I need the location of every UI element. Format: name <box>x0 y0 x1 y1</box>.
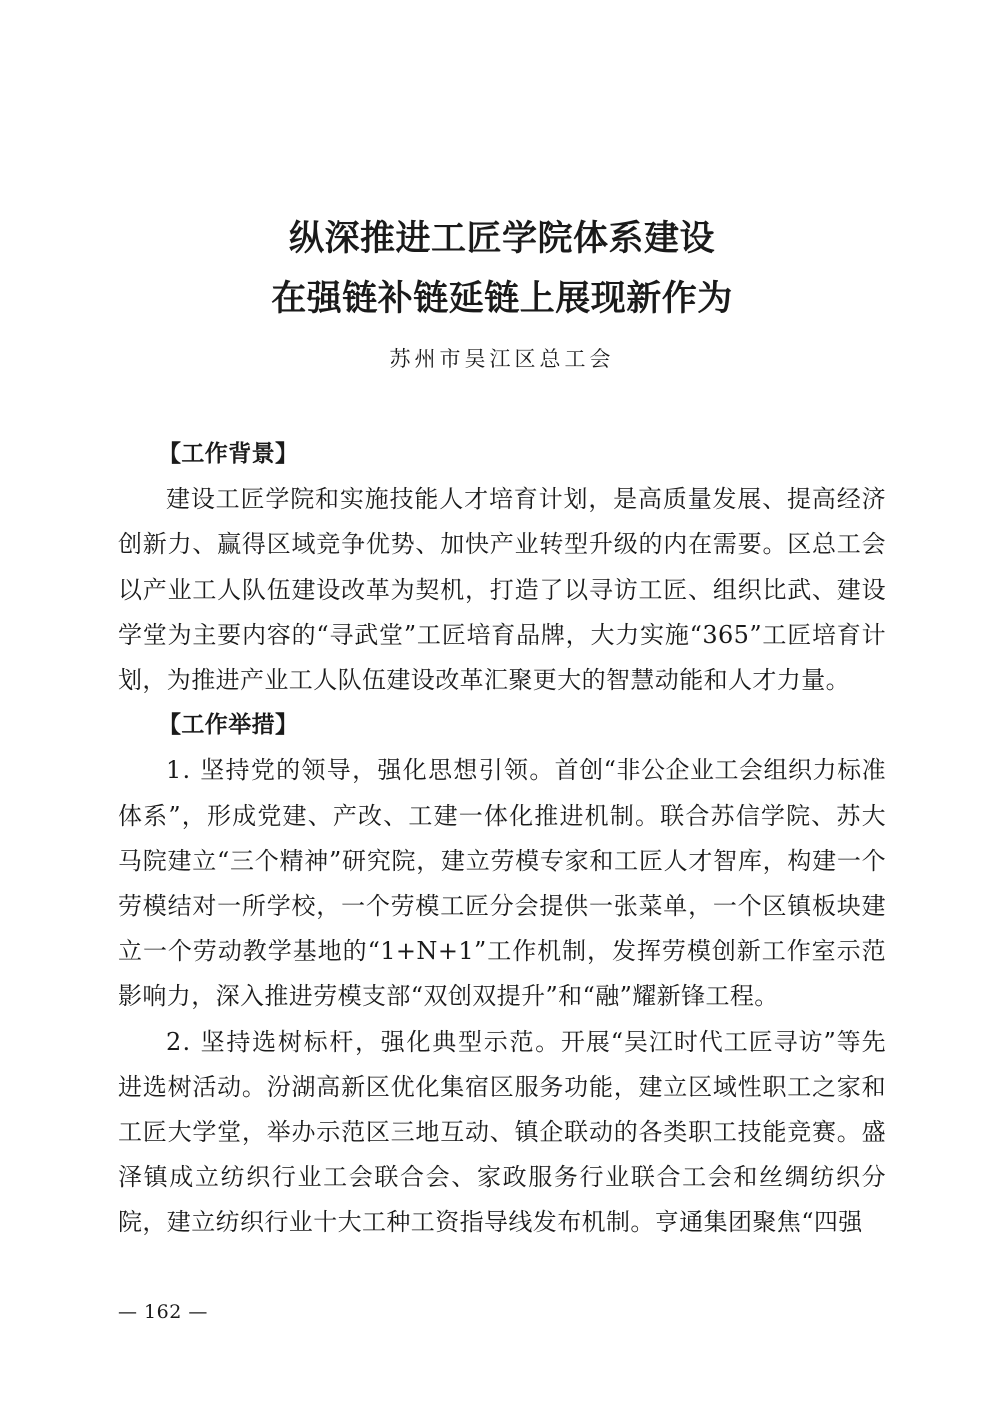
measure-2-lead: 2. 坚持选树标杆，强化典型示范。 <box>166 1027 561 1056</box>
author-organization: 苏州市吴江区总工会 <box>389 347 615 371</box>
measure-2-text: 开展“吴江时代工匠寻访”等先进选树活动。汾湖高新区优化集宿区服务功能，建立区域性职工之家和工匠大学堂，举办示范区三地互动、镇企联动的各类职工技能竞赛。盛泽镇成立纺织行业工会联合会、家政服务行业联合工会和丝绸纺织分院，建立纺织行业十大工种工资指导线发布机制。亨通集团聚焦“四强 <box>118 1027 886 1237</box>
document-title-line-1: 纵深推进工匠学院体系建设 <box>288 219 715 259</box>
page-number: — 162 — <box>118 1301 208 1323</box>
section-heading-measures: 【工作举措】 <box>158 712 299 739</box>
document-body <box>118 432 886 1246</box>
document-title-line-2: 在强链补链延链上展现新作为 <box>271 279 733 319</box>
measure-1-text: 首创“非公企业工会组织力标准体系”，形成党建、产改、工建一体化推进机制。联合苏信学院、苏大马院建立“三个精神”研究院，建立劳模专家和工匠人才智库，构建一个劳模结对一所学校，一个劳模工匠分会提供一张菜单，一个区镇板块建立一个劳动教学基地的“1+N+1”工作机制，发挥劳模创新工作室示范影响力，深入推进劳模支部“双创双提升”和“融”耀新锋工程。 <box>118 756 886 1011</box>
measure-2-paragraph <box>118 1020 886 1246</box>
measure-1-lead: 1. 坚持党的领导，强化思想引领。 <box>166 756 555 785</box>
section-heading-background: 【工作背景】 <box>158 441 299 467</box>
background-paragraph: 建设工匠学院和实施技能人才培育计划，是高质量发展、提高经济创新力、赢得区域竞争优势、加快产业转型升级的内在需要。区总工会以产业工人队伍建设改革为契机，打造了以寻访工匠、组织比武、建设学堂为主要内容的“寻武堂”工匠培育品牌，大力实施“365”工匠培育计划，为推进产业工人队伍建设改革汇聚更大的智慧动能和人才力量。 <box>118 485 886 695</box>
measure-1-paragraph <box>118 748 886 1019</box>
